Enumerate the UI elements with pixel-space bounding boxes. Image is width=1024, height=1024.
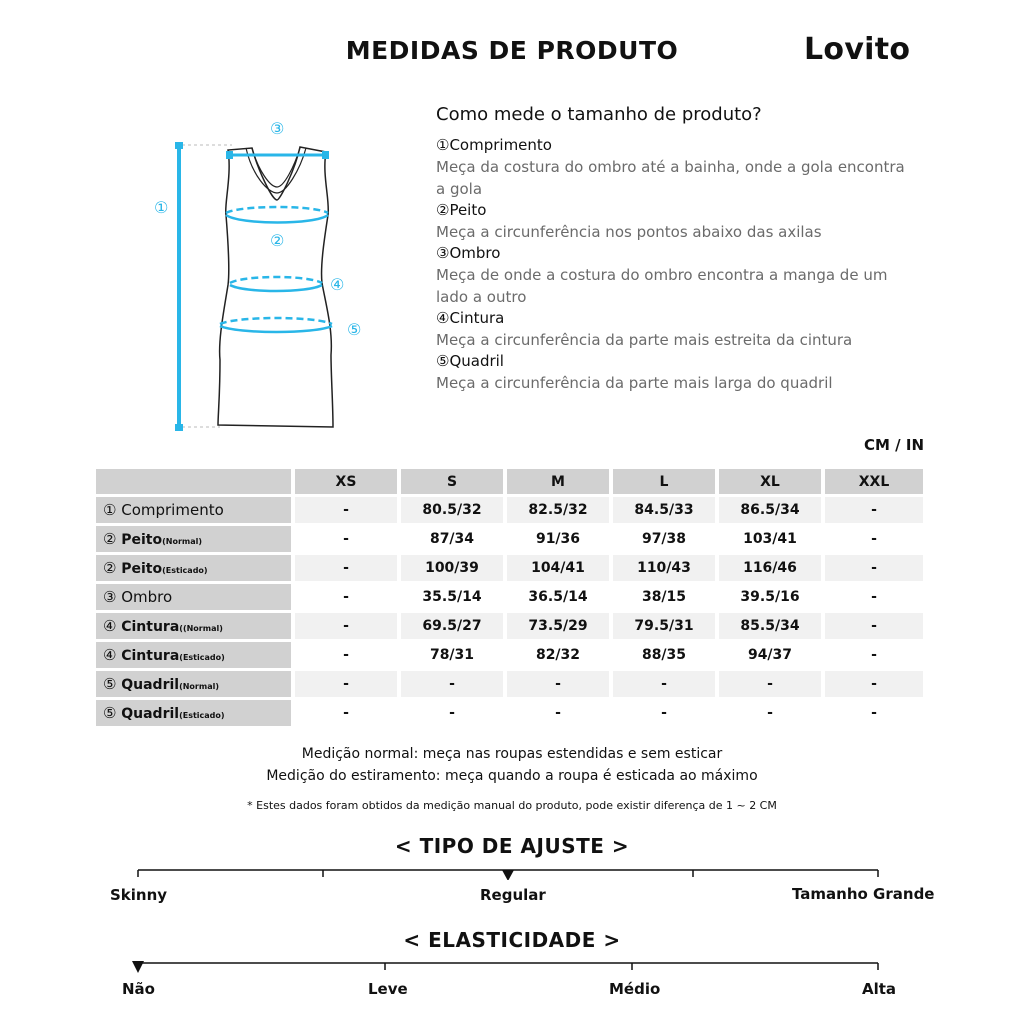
table-cell: 116/46	[719, 555, 821, 581]
elasticity-label-high: Alta	[862, 980, 897, 998]
table-body	[96, 497, 923, 726]
table-cell: -	[613, 700, 715, 726]
row-label	[96, 613, 291, 639]
table-cell: 79.5/31	[613, 613, 715, 639]
table-cell: 82/32	[507, 642, 609, 668]
table-cell: -	[295, 642, 397, 668]
table-cell: -	[295, 700, 397, 726]
table-row	[96, 584, 923, 610]
instruction-desc: Meça a circunferência nos pontos abaixo das axilas	[436, 223, 822, 241]
dress-diagram	[140, 115, 380, 445]
instruction-item	[436, 308, 906, 351]
table-cell: 36.5/14	[507, 584, 609, 610]
row-number: ①	[103, 501, 117, 519]
marker-chest: ②	[270, 231, 285, 250]
table-row	[96, 671, 923, 697]
table-header-blank	[96, 469, 291, 494]
row-label	[96, 526, 291, 552]
table-cell: 78/31	[401, 642, 503, 668]
table-cell: 103/41	[719, 526, 821, 552]
table-cell: -	[295, 671, 397, 697]
table-cell: -	[295, 555, 397, 581]
elasticity-label-light: Leve	[368, 980, 408, 998]
table-header-size: XL	[719, 469, 821, 494]
table-cell: -	[613, 671, 715, 697]
page-title-text: MEDIDAS DE PRODUTO	[345, 36, 679, 65]
row-number: ②	[103, 559, 117, 577]
instruction-title: ④Cintura	[436, 309, 505, 327]
instruction-desc: Meça de onde a costura do ombro encontra a manga de um lado a outro	[436, 266, 888, 306]
instruction-item	[436, 135, 906, 200]
table-cell: 88/35	[613, 642, 715, 668]
row-label	[96, 555, 291, 581]
row-name: Quadril	[121, 706, 180, 722]
instructions-question: Como mede o tamanho de produto?	[436, 104, 762, 125]
row-name: Peito	[121, 561, 163, 577]
row-label	[96, 700, 291, 726]
table-cell: -	[825, 497, 923, 523]
row-name: Cintura	[121, 648, 180, 664]
marker-hip: ⑤	[347, 320, 362, 339]
table-cell: -	[825, 526, 923, 552]
elasticity-label-medium: Médio	[609, 980, 661, 998]
table-cell: -	[825, 642, 923, 668]
table-cell: 82.5/32	[507, 497, 609, 523]
table-row	[96, 497, 923, 523]
table-header-row	[96, 469, 923, 494]
row-label	[96, 497, 291, 523]
row-subtype: (Esticado)	[162, 566, 208, 575]
instruction-title: ③Ombro	[436, 244, 501, 262]
table-header-size: XXL	[825, 469, 923, 494]
table-row	[96, 642, 923, 668]
table-cell: -	[295, 584, 397, 610]
fit-indicator	[502, 870, 514, 880]
table-cell: 38/15	[613, 584, 715, 610]
instruction-title: ①Comprimento	[436, 136, 552, 154]
table-cell: 86.5/34	[719, 497, 821, 523]
instruction-item	[436, 243, 906, 308]
table-cell: 110/43	[613, 555, 715, 581]
table-cell: 97/38	[613, 526, 715, 552]
table-cell: -	[825, 700, 923, 726]
row-name: Quadril	[121, 677, 180, 693]
brand-logo: Lovito	[804, 32, 911, 67]
fit-label-regular: Regular	[480, 886, 546, 904]
table-cell: 69.5/27	[401, 613, 503, 639]
table-cell: -	[825, 584, 923, 610]
instruction-desc: Meça a circunferência da parte mais larga do quadril	[436, 374, 833, 392]
table-cell: 84.5/33	[613, 497, 715, 523]
row-subtype: (Normal)	[179, 682, 220, 691]
table-cell: -	[825, 555, 923, 581]
row-number: ⑤	[103, 704, 117, 722]
elasticity-scale	[130, 958, 890, 976]
table-row	[96, 555, 923, 581]
table-cell: -	[719, 671, 821, 697]
table-cell: -	[295, 613, 397, 639]
note-normal: Medição normal: meça nas roupas estendidas e sem esticar	[301, 746, 723, 762]
row-subtype: ((Normal)	[179, 624, 223, 633]
table-cell: -	[719, 700, 821, 726]
measure-instructions	[436, 104, 906, 394]
footnote: * Estes dados foram obtidos da medição manual do produto, pode existir diferença de 1 ~ 2 CM	[247, 799, 777, 812]
table-cell: -	[825, 671, 923, 697]
row-number: ③	[103, 588, 117, 606]
elasticity-label-none: Não	[122, 980, 155, 998]
table-cell: 73.5/29	[507, 613, 609, 639]
table-cell: 35.5/14	[401, 584, 503, 610]
marker-shoulder: ③	[270, 119, 285, 138]
row-subtype: (Esticado)	[179, 653, 225, 662]
row-subtype: (Esticado)	[179, 711, 225, 720]
row-subtype: (Normal)	[162, 537, 203, 546]
table-cell: 87/34	[401, 526, 503, 552]
row-name: Comprimento	[121, 501, 224, 519]
row-label	[96, 584, 291, 610]
table-cell: 39.5/16	[719, 584, 821, 610]
table-header-size: M	[507, 469, 609, 494]
row-name: Peito	[121, 532, 163, 548]
unit-label: CM / IN	[864, 436, 924, 454]
elasticity-title: < ELASTICIDADE >	[403, 928, 621, 952]
table-cell: -	[295, 497, 397, 523]
table-header-size: L	[613, 469, 715, 494]
table-row	[96, 700, 923, 726]
instruction-desc: Meça da costura do ombro até a bainha, onde a gola encontra a gola	[436, 158, 905, 198]
row-label	[96, 671, 291, 697]
fit-title: < TIPO DE AJUSTE >	[394, 834, 630, 858]
marker-length: ①	[154, 198, 169, 217]
instruction-item	[436, 351, 906, 394]
table-row	[96, 613, 923, 639]
row-name: Ombro	[121, 588, 173, 606]
row-number: ⑤	[103, 675, 117, 693]
table-cell: 104/41	[507, 555, 609, 581]
table-cell: -	[507, 700, 609, 726]
instruction-title: ⑤Quadril	[436, 352, 504, 370]
row-name: Cintura	[121, 619, 180, 635]
table-cell: -	[401, 671, 503, 697]
instruction-title: ②Peito	[436, 201, 487, 219]
table-header-size: XS	[295, 469, 397, 494]
note-stretch: Medição do estiramento: meça quando a roupa é esticada ao máximo	[266, 768, 758, 784]
table-cell: 80.5/32	[401, 497, 503, 523]
instruction-desc: Meça a circunferência da parte mais estreita da cintura	[436, 331, 853, 349]
table-cell: 91/36	[507, 526, 609, 552]
table-row	[96, 526, 923, 552]
row-number: ④	[103, 646, 117, 664]
elasticity-indicator	[132, 961, 144, 973]
size-table	[92, 466, 927, 729]
row-number: ②	[103, 530, 117, 548]
fit-label-skinny: Skinny	[110, 886, 168, 904]
marker-waist: ④	[330, 275, 345, 294]
fit-label-plus: Tamanho Grande	[792, 885, 935, 903]
table-cell: -	[507, 671, 609, 697]
table-cell: 100/39	[401, 555, 503, 581]
row-label	[96, 642, 291, 668]
table-cell: -	[825, 613, 923, 639]
fit-scale	[130, 862, 890, 880]
table-header-size: S	[401, 469, 503, 494]
table-cell: 85.5/34	[719, 613, 821, 639]
instruction-item	[436, 200, 906, 243]
table-cell: 94/37	[719, 642, 821, 668]
row-number: ④	[103, 617, 117, 635]
table-cell: -	[401, 700, 503, 726]
table-cell: -	[295, 526, 397, 552]
